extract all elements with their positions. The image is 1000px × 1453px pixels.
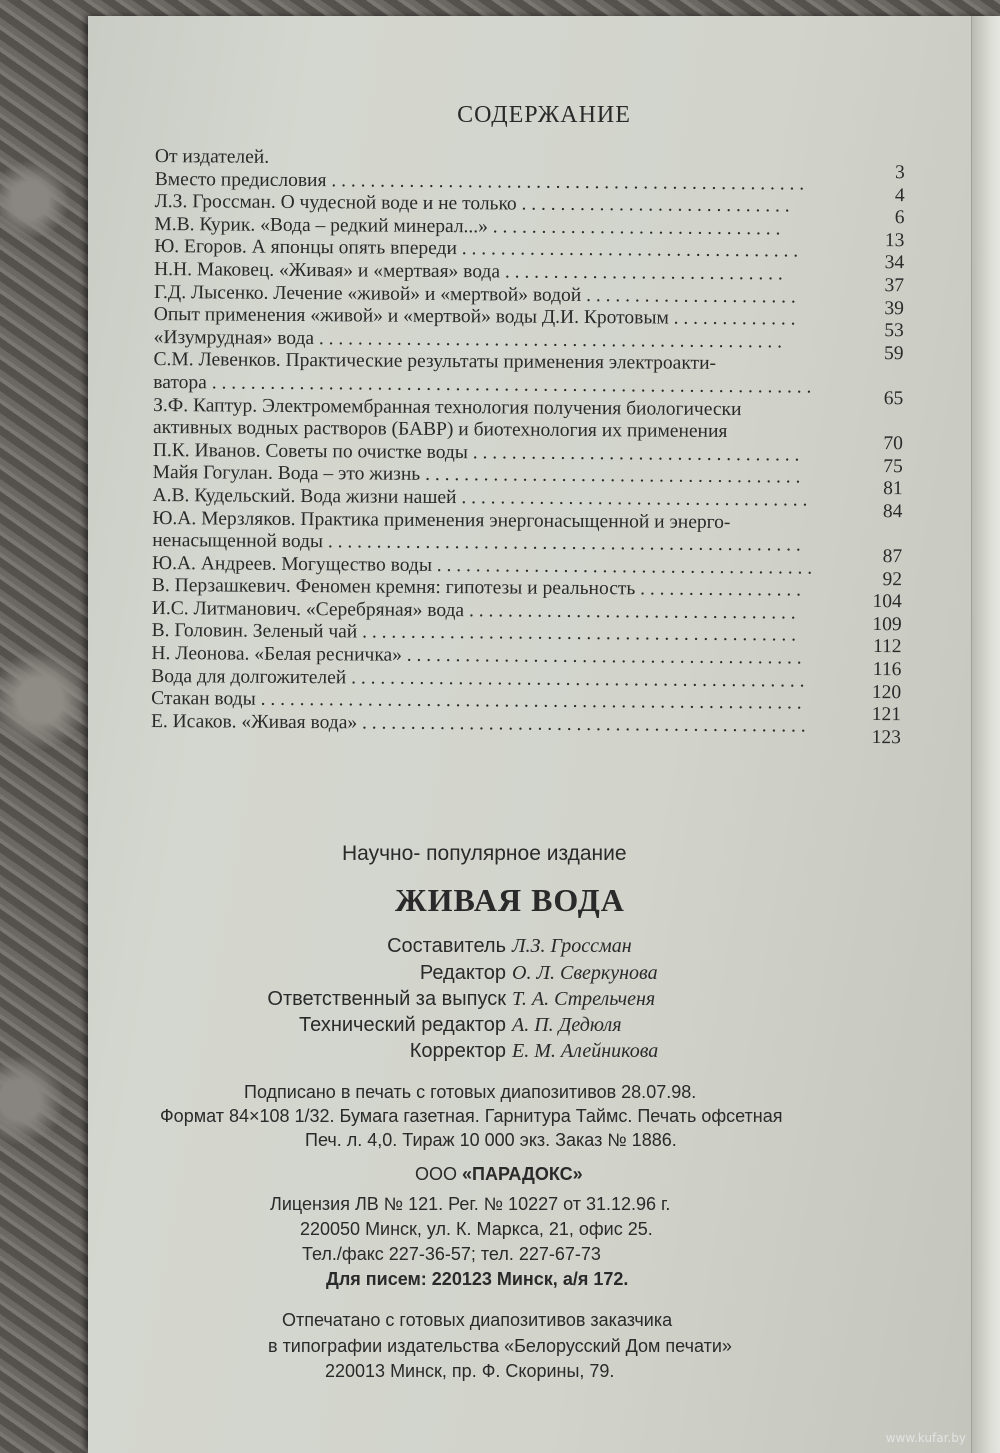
- toc-entry-page: 39: [884, 297, 904, 319]
- toc-entry-title: З.Ф. Каптур. Электромембранная технология получения биологически: [153, 394, 742, 420]
- toc-entry-page: 123: [871, 726, 901, 749]
- toc-entry-page: 53: [884, 320, 904, 342]
- toc-entry-page: 37: [884, 275, 905, 297]
- credit-name: Л.З. Гроссман: [512, 935, 632, 957]
- toc-entry-page: 104: [872, 591, 902, 613]
- credit-role: Редактор: [419, 962, 506, 984]
- toc-entry-title: В. Головин. Зеленый чай . . . . . . . . . . . . . . . . . . . . . . . . . . . . . . . . . . . . . . . . . . . . .: [151, 620, 797, 646]
- toc-entry-page: 13: [884, 229, 905, 252]
- toc-entry-title: Н. Леонова. «Белая ресничка» . . . . . . . . . . . . . . . . . . . . . . . . . . . . . . . . . . . . . . . . .: [151, 643, 802, 669]
- toc-entry-title: Е. Исаков. «Живая вода» . . . . . . . . . . . . . . . . . . . . . . . . . . . . . . . . . . . . . . . . . . . . . .: [150, 710, 806, 737]
- toc-entry-page: 65: [883, 388, 904, 410]
- toc-entry-page: 34: [884, 252, 905, 274]
- toc-entry-title: активных водных растворов (БАВР) и биотехнология их применения: [152, 417, 728, 443]
- page-edge: [971, 16, 1000, 1453]
- toc-entry-title: Вода для долгожителей . . . . . . . . . . . . . . . . . . . . . . . . . . . . . . . . . . . . . . . . . . . . . . .: [151, 665, 805, 692]
- toc-entry-page: 4: [894, 184, 905, 206]
- toc-entry-title: От издателей.: [154, 146, 270, 168]
- publisher-mail: Для писем: 220123 Минск, а/я 172.: [326, 1269, 629, 1289]
- toc-entry-title: Г.Д. Лысенко. Лечение «живой» и «мертвой» водой . . . . . . . . . . . . . . . . . . . . . .: [153, 281, 796, 308]
- toc-entry-title: Майя Гогулан. Вода – это жизнь . . . . . . . . . . . . . . . . . . . . . . . . . . . . . . . . . . . . . . .: [152, 462, 801, 488]
- toc-entry-page: 121: [871, 704, 902, 726]
- toc-entry-title: Ю. Егоров. А японцы опять впереди . . . . . . . . . . . . . . . . . . . . . . . . . . . . . . . . . . .: [154, 236, 799, 262]
- toc-entry-page: 92: [882, 568, 903, 590]
- toc-entry-title: «Изумрудная» вода . . . . . . . . . . . . . . . . . . . . . . . . . . . . . . . . . . . . . . . . . . . . . . . .: [153, 326, 783, 353]
- toc-entry-title: И.С. Литманович. «Серебряная» вода . . . . . . . . . . . . . . . . . . . . . . . . . . . . . . . . . .: [151, 597, 796, 624]
- book-title: ЖИВАЯ ВОДА: [395, 882, 625, 918]
- toc-entry-title: А.В. Кудельский. Вода жизни нашей . . . . . . . . . . . . . . . . . . . . . . . . . . . . . . . . . . . .: [152, 484, 808, 511]
- credit-role: Составитель: [387, 935, 506, 957]
- table-of-contents: [150, 146, 905, 749]
- publisher-license: Лицензия ЛВ № 121. Рег. № 10227 от 31.12.96 г.: [270, 1194, 671, 1214]
- publisher-name: [415, 1164, 583, 1185]
- toc-entry-page: 109: [872, 613, 902, 636]
- publisher-prefix: ООО: [415, 1164, 463, 1184]
- toc-entry-page: 84: [882, 500, 903, 523]
- toc-entry-title: Л.З. Гроссман. О чудесной воде и не только . . . . . . . . . . . . . . . . . . . . . . . . . . . .: [154, 191, 790, 217]
- toc-entry-title: М.В. Курик. «Вода – редкий минерал...» . . . . . . . . . . . . . . . . . . . . . . . . . . . . . .: [154, 213, 781, 240]
- toc-entry-title: Опыт применения «живой» и «мертвой» воды Д.И. Кротовым . . . . . . . . . . . . .: [153, 304, 796, 330]
- toc-entry-title: Стакан воды . . . . . . . . . . . . . . . . . . . . . . . . . . . . . . . . . . . . . . . . . . . . . . . . . . . . . . . .: [151, 688, 802, 714]
- credit-role: Технический редактор: [299, 1014, 506, 1036]
- toc-entry-page: 87: [882, 546, 903, 568]
- toc-entry-page: 81: [883, 478, 903, 500]
- printer-line: в типографии издательства «Белорусский Дом печати»: [268, 1336, 732, 1356]
- toc-entry-page: 70: [883, 433, 904, 455]
- toc-entry-page: 120: [871, 681, 902, 703]
- toc-entry-title: ватора . . . . . . . . . . . . . . . . . . . . . . . . . . . . . . . . . . . . . . . . . . . . . . . . . . . . . . . . . . . . . .: [153, 371, 812, 398]
- credit-name: Т. А. Стрельченя: [512, 988, 656, 1010]
- toc-entry-title: Ю.А. Мерзляков. Практика применения энергонасыщенной и энерго-: [152, 507, 731, 533]
- publisher-phones: Тел./факс 227-36-57; тел. 227-67-73: [302, 1244, 601, 1264]
- watermark: www.kufar.by: [885, 1431, 966, 1445]
- toc-entry-page: 116: [872, 659, 902, 681]
- credit-role: Ответственный за выпуск: [267, 988, 506, 1010]
- edition-type: Научно- популярное издание: [342, 842, 627, 865]
- toc-entry-page: 3: [895, 162, 905, 184]
- credit-name: А. П. Дедюля: [512, 1014, 622, 1036]
- toc-entry-title: ненасыщенной воды . . . . . . . . . . . . . . . . . . . . . . . . . . . . . . . . . . . . . . . . . . . . . . . . .: [152, 530, 801, 556]
- print-info-line: Печ. л. 4,0. Тираж 10 000 экз. Заказ № 1886.: [305, 1130, 677, 1150]
- publisher-address: 220050 Минск, ул. К. Маркса, 21, офис 25.: [300, 1219, 653, 1239]
- credit-name: О. Л. Сверкунова: [512, 962, 658, 984]
- print-info-line: Подписано в печать с готовых диапозитивов 28.07.98.: [244, 1082, 697, 1102]
- printer-line: Отпечатано с готовых диапозитивов заказчика: [282, 1310, 673, 1330]
- toc-entry-page: 59: [883, 342, 904, 364]
- toc-entry-page: 6: [894, 207, 905, 229]
- toc-entry-title: П.К. Иванов. Советы по очистке воды . . . . . . . . . . . . . . . . . . . . . . . . . . . . . . . . . .: [152, 439, 800, 466]
- toc-entry-title: Ю.А. Андреев. Могущество воды . . . . . . . . . . . . . . . . . . . . . . . . . . . . . . . . . . . . . . .: [152, 552, 813, 579]
- toc-entry-title: С.М. Левенков. Практические результаты применения электроакти-: [153, 349, 717, 375]
- printer-line: 220013 Минск, пр. Ф. Скорины, 79.: [325, 1361, 615, 1381]
- publisher-brand: «ПАРАДОКС»: [462, 1164, 583, 1184]
- print-info-line: Формат 84×108 1/32. Бумага газетная. Гарнитура Таймс. Печать офсетная: [160, 1106, 783, 1126]
- toc-entry-page: 112: [872, 636, 902, 658]
- credit-name: Е. М. Алейникова: [512, 1040, 659, 1062]
- toc-heading: СОДЕРЖАНИЕ: [457, 102, 631, 128]
- credit-role: Корректор: [409, 1040, 506, 1062]
- toc-entry-title: В. Перзашкевич. Феномен кремня: гипотезы и реальность . . . . . . . . . . . . . . . . .: [151, 575, 802, 601]
- toc-entry-page: 75: [883, 455, 903, 477]
- toc-entry-title: Н.Н. Маковец. «Живая» и «мертвая» вода . . . . . . . . . . . . . . . . . . . . . . . . . . . . .: [154, 258, 783, 285]
- toc-entry-title: Вместо предисловия . . . . . . . . . . . . . . . . . . . . . . . . . . . . . . . . . . . . . . . . . . . . . . . . .: [154, 168, 805, 195]
